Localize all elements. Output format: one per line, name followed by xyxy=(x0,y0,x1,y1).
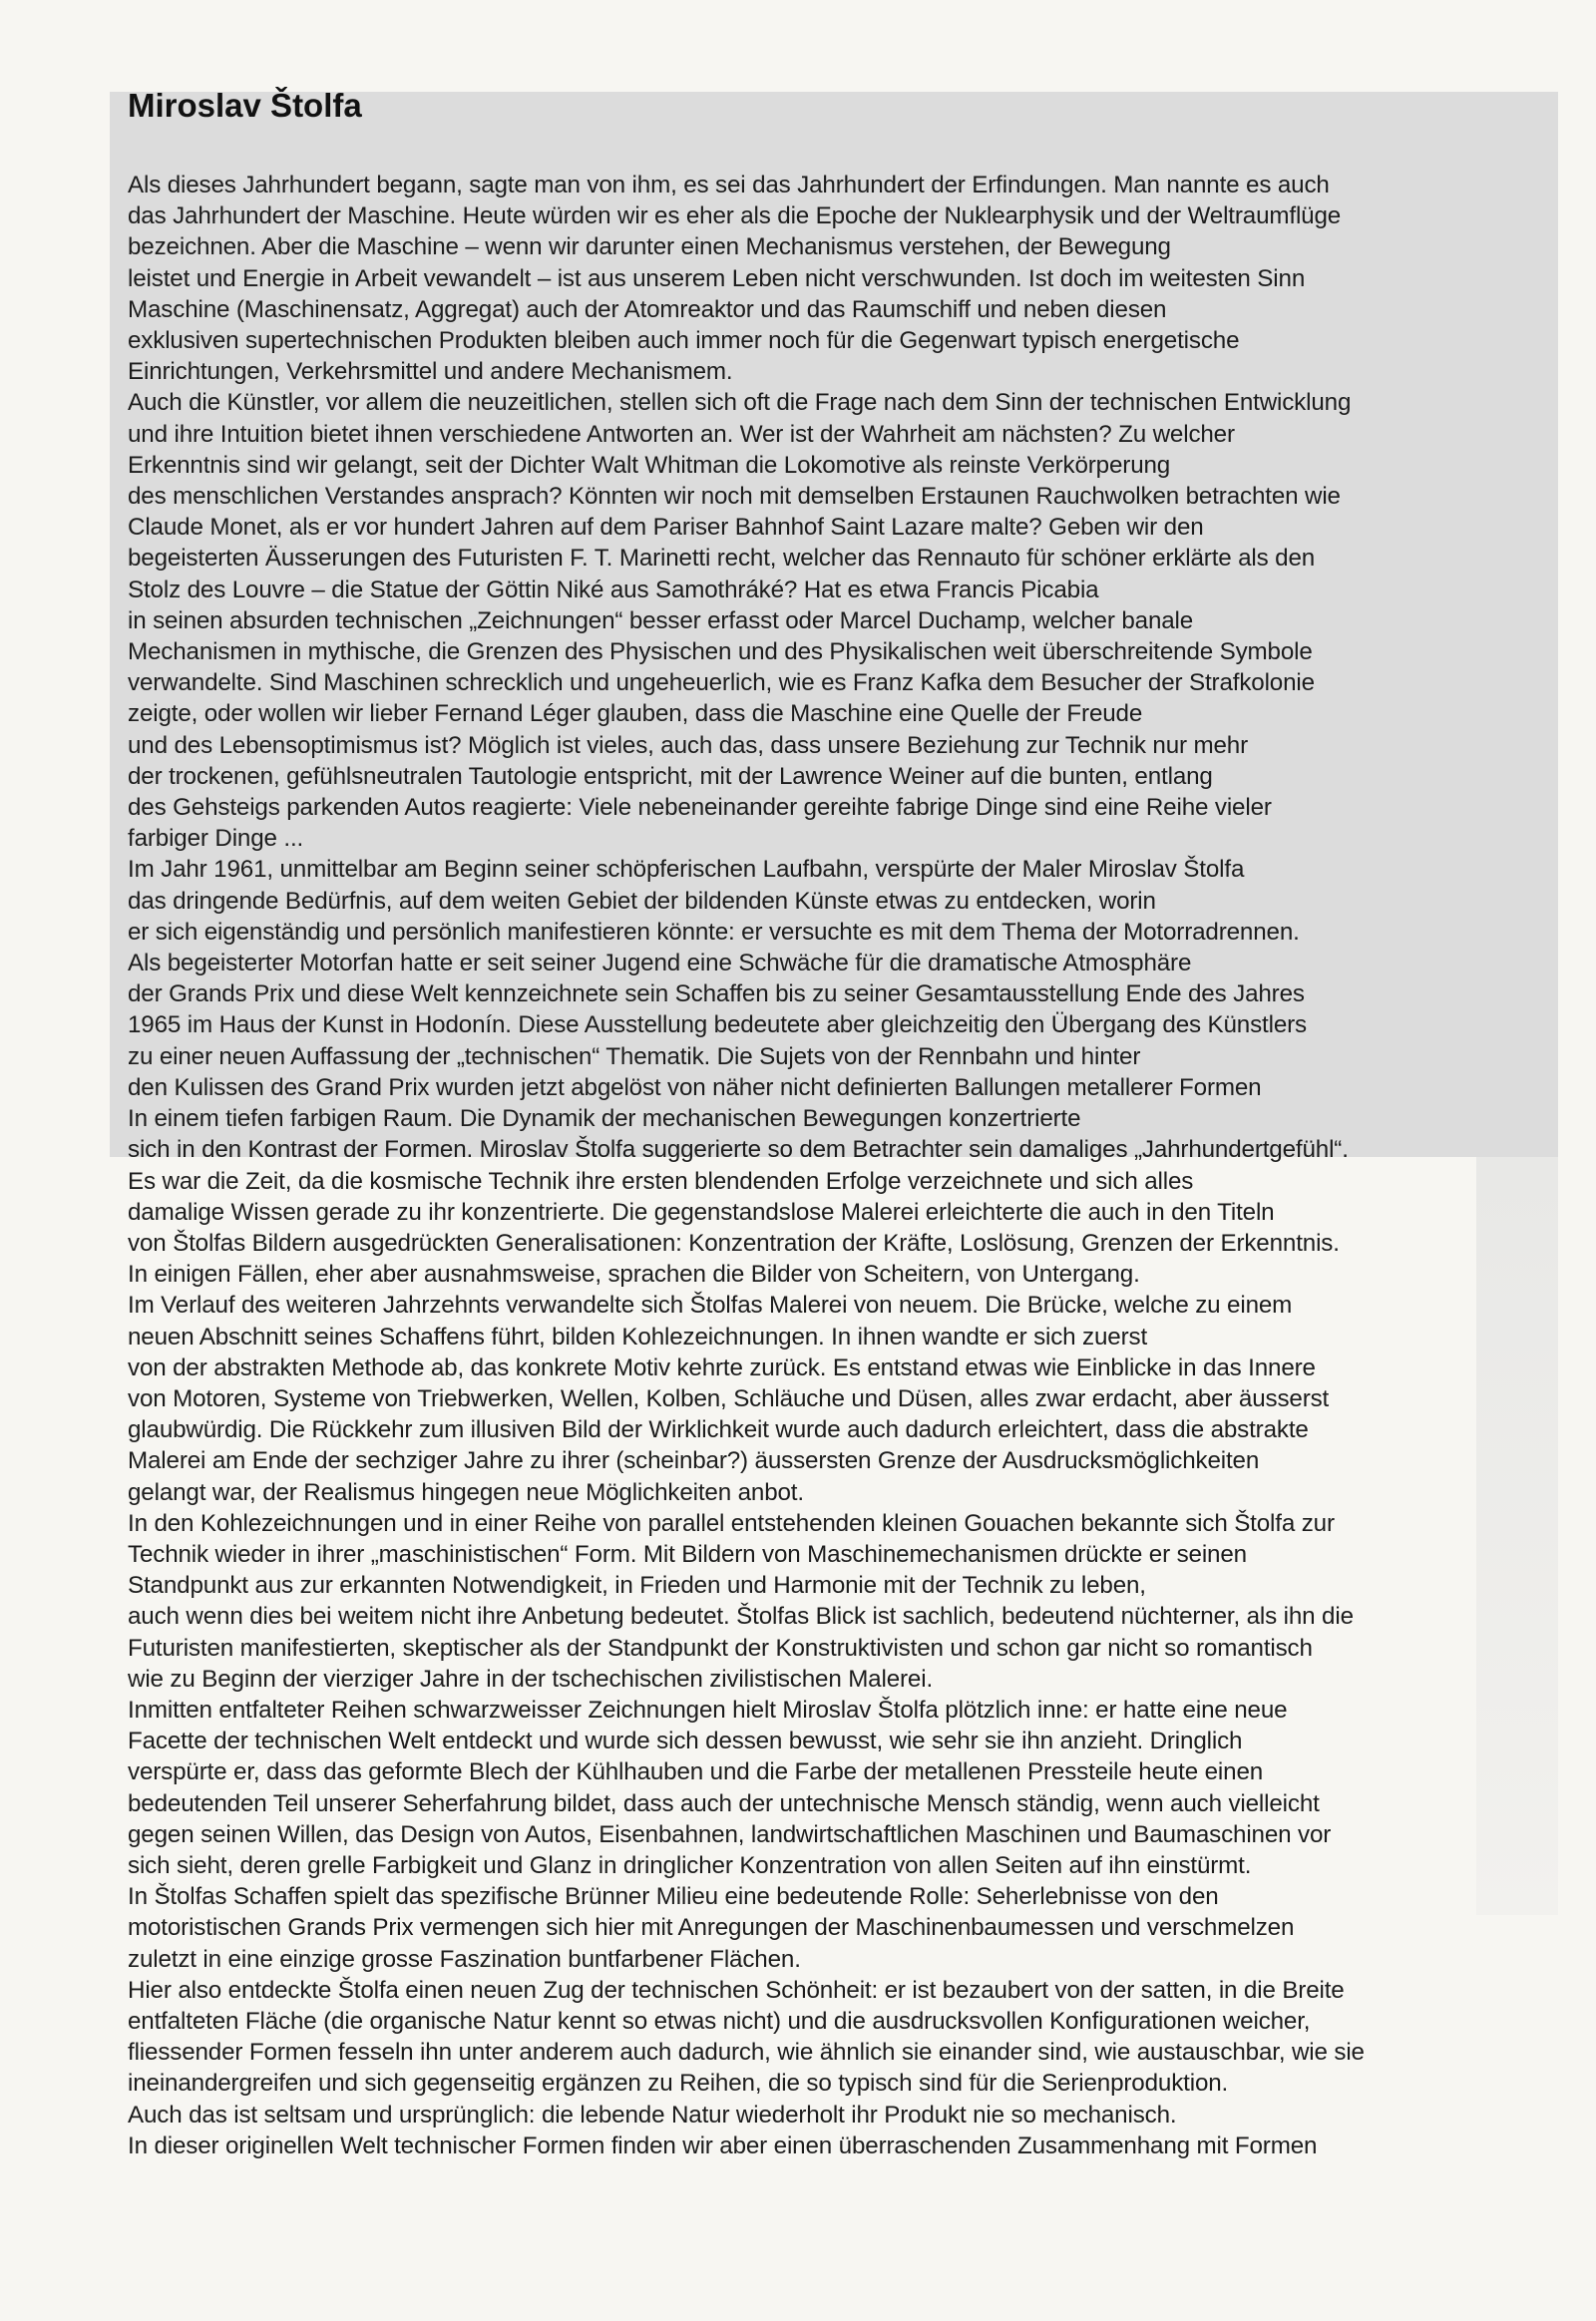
text-line: in seinen absurden technischen „Zeichnungen“ besser erfasst oder Marcel Duchamp, welcher banale xyxy=(128,606,1194,634)
text-line: Erkenntnis sind wir gelangt, seit der Dichter Walt Whitman die Lokomotive als reinste Verkörperung xyxy=(128,451,1171,479)
text-line: Claude Monet, als er vor hundert Jahren auf dem Pariser Bahnhof Saint Lazare malte? Geben wir den xyxy=(128,514,1204,542)
text-line: von Štolfas Bildern ausgedrückten Generalisationen: Konzentration der Kräfte, Loslösung, Grenzen der Erkenntnis. xyxy=(128,1229,1340,1257)
text-line: und des Lebensoptimismus ist? Möglich ist vieles, auch das, dass unsere Beziehung zur Technik nur mehr xyxy=(128,731,1249,759)
text-line: Technik wieder in ihrer „maschinistischen“ Form. Mit Bildern von Maschinemechanismen drückte er seinen xyxy=(128,1540,1247,1568)
text-line: In den Kohlezeichnungen und in einer Reihe von parallel entstehenden kleinen Gouachen bekannte sich Štolfa zur xyxy=(128,1509,1335,1537)
text-line: Futuristen manifestierten, skeptischer als der Standpunkt der Konstruktivisten und schon gar nicht so romantisch xyxy=(128,1634,1313,1662)
text-line: von Motoren, Systeme von Triebwerken, Wellen, Kolben, Schläuche und Düsen, alles zwar erdacht, aber äusserst xyxy=(128,1384,1330,1412)
text-line: Standpunkt aus zur erkannten Notwendigkeit, in Frieden und Harmonie mit der Technik zu leben, xyxy=(128,1572,1146,1600)
text-line: verspürte er, dass das geformte Blech der Kühlhauben und die Farbe der metallenen Pressteile heute einen xyxy=(128,1758,1264,1786)
text-line: das Jahrhundert der Maschine. Heute würden wir es eher als die Epoche der Nuklearphysik und der Weltraumflüge xyxy=(128,202,1342,230)
text-line: zu einer neuen Auffassung der „technischen“ Thematik. Die Sujets von der Rennbahn und hinter xyxy=(128,1042,1141,1070)
text-line: Stolz des Louvre – die Statue der Göttin Niké aus Samothráké? Hat es etwa Francis Picabia xyxy=(128,576,1099,603)
text-line: Maschine (Maschinensatz, Aggregat) auch der Atomreaktor und das Raumschiff und neben diesen xyxy=(128,295,1167,323)
text-line: des menschlichen Verstandes ansprach? Könnten wir noch mit demselben Erstaunen Rauchwolken betrachten wie xyxy=(128,483,1341,511)
text-line: farbiger Dinge ... xyxy=(128,825,304,853)
text-line: Im Jahr 1961, unmittelbar am Beginn seiner schöpferischen Laufbahn, verspürte der Maler Miroslav Štolfa xyxy=(128,856,1245,884)
text-line: Malerei am Ende der sechziger Jahre zu ihrer (scheinbar?) äussersten Grenze der Ausdrucksmöglichkeiten xyxy=(128,1447,1260,1475)
text-line: der Grands Prix und diese Welt kennzeichnete sein Schaffen bis zu seiner Gesamtausstellung Ende des Jahres xyxy=(128,980,1305,1008)
text-line: der trockenen, gefühlsneutralen Tautologie entspricht, mit der Lawrence Weiner auf die bunten, entlang xyxy=(128,762,1213,790)
text-line: Mechanismen in mythische, die Grenzen des Physischen und des Physikalischen weit überschreitende Symbole xyxy=(128,638,1313,666)
text-line: Auch die Künstler, vor allem die neuzeitlichen, stellen sich oft die Frage nach dem Sinn der technischen Entwicklung xyxy=(128,389,1352,417)
text-line: leistet und Energie in Arbeit vewandelt – ist aus unserem Leben nicht verschwunden. Ist doch im weitesten Sinn xyxy=(128,264,1306,292)
text-line: auch wenn dies bei weitem nicht ihre Anbetung bedeutet. Štolfas Blick ist sachlich, bedeutend nüchterner, als ihn die xyxy=(128,1603,1354,1631)
text-line: Als begeisterter Motorfan hatte er seit seiner Jugend eine Schwäche für die dramatische Atmosphäre xyxy=(128,950,1192,977)
text-line: Hier also entdeckte Štolfa einen neuen Zug der technischen Schönheit: er ist bezaubert von der satten, in die Breite xyxy=(128,1976,1345,2004)
text-line: von der abstrakten Methode ab, das konkrete Motiv kehrte zurück. Es entstand etwas wie Einblicke in das Innere xyxy=(128,1354,1316,1381)
text-line: sich in den Kontrast der Formen. Miroslav Štolfa suggerierte so dem Betrachter sein damaliges „Jahrhundertgefühl“. xyxy=(128,1136,1349,1164)
text-line: zeigte, oder wollen wir lieber Fernand Léger glauben, dass die Maschine eine Quelle der Freude xyxy=(128,700,1143,728)
text-line: neuen Abschnitt seines Schaffens führt, bilden Kohlezeichnungen. In ihnen wandte er sich zuerst xyxy=(128,1323,1148,1351)
text-line: und ihre Intuition bietet ihnen verschiedene Antworten an. Wer ist der Wahrheit am nächsten? Zu welcher xyxy=(128,420,1235,448)
text-line: In dieser originellen Welt technischer Formen finden wir aber einen überraschenden Zusammenhang mit Formen xyxy=(128,2131,1318,2159)
text-line: gelangt war, der Realismus hingegen neue Möglichkeiten anbot. xyxy=(128,1478,804,1506)
text-line: In einem tiefen farbigen Raum. Die Dynamik der mechanischen Bewegungen konzertrierte xyxy=(128,1105,1081,1133)
text-line: das dringende Bedürfnis, auf dem weiten Gebiet der bildenden Künste etwas zu entdecken, worin xyxy=(128,887,1156,915)
text-line: exklusiven supertechnischen Produkten bleiben auch immer noch für die Gegenwart typisch energetische xyxy=(128,327,1240,355)
article xyxy=(128,86,1496,2161)
text-line: entfalteten Fläche (die organische Natur kennt so etwas nicht) und die ausdrucksvollen Konfigurationen weicher, xyxy=(128,2007,1311,2035)
text-line: Auch das ist seltsam und ursprünglich: die lebende Natur wiederholt ihr Produkt nie so mechanisch. xyxy=(128,2101,1177,2128)
text-line: er sich eigenständig und persönlich manifestieren könnte: er versuchte es mit dem Thema der Motorradrennen. xyxy=(128,918,1300,946)
text-line: wie zu Beginn der vierziger Jahre in der tschechischen zivilistischen Malerei. xyxy=(128,1665,934,1693)
text-line: Einrichtungen, Verkehrsmittel und andere Mechanismem. xyxy=(128,358,733,386)
text-line: Als dieses Jahrhundert begann, sagte man von ihm, es sei das Jahrhundert der Erfindungen. Man nannte es auch xyxy=(128,172,1330,198)
article-title: Miroslav Štolfa xyxy=(128,87,362,124)
text-line: Im Verlauf des weiteren Jahrzehnts verwandelte sich Štolfas Malerei von neuem. Die Brücke, welche zu einem xyxy=(128,1292,1293,1320)
text-line: bezeichnen. Aber die Maschine – wenn wir darunter einen Mechanismus verstehen, der Bewegung xyxy=(128,233,1171,261)
article-body xyxy=(128,170,1496,2161)
text-line: Es war die Zeit, da die kosmische Technik ihre ersten blendenden Erfolge verzeichnete und sich alles xyxy=(128,1167,1194,1195)
text-line: sich sieht, deren grelle Farbigkeit und Glanz in dringlicher Konzentration von allen Seiten auf ihn einstürmt. xyxy=(128,1851,1252,1879)
text-line: verwandelte. Sind Maschinen schrecklich und ungeheuerlich, wie es Franz Kafka dem Besucher der Strafkolonie xyxy=(128,669,1315,697)
text-line: In einigen Fällen, eher aber ausnahmsweise, sprachen die Bilder von Scheitern, von Untergang. xyxy=(128,1261,1140,1289)
text-line: glaubwürdig. Die Rückkehr zum illusiven Bild der Wirklichkeit wurde auch dadurch erleichtert, dass die abstrakte xyxy=(128,1416,1309,1444)
text-line: damalige Wissen gerade zu ihr konzentrierte. Die gegenstandslose Malerei erleichterte die auch in den Titeln xyxy=(128,1198,1275,1226)
text-line: fliessender Formen fesseln ihn unter anderem auch dadurch, wie ähnlich sie einander sind, wie austauschbar, wie sie xyxy=(128,2039,1365,2067)
text-line: bedeutenden Teil unserer Seherfahrung bildet, dass auch der untechnische Mensch ständig, wenn auch vielleicht xyxy=(128,1789,1320,1817)
text-line: Inmitten entfalteter Reihen schwarzweisser Zeichnungen hielt Miroslav Štolfa plötzlich inne: er hatte eine neue xyxy=(128,1696,1288,1724)
text-line: den Kulissen des Grand Prix wurden jetzt abgelöst von näher nicht definierten Ballungen metallerer Formen xyxy=(128,1073,1262,1101)
text-line: des Gehsteigs parkenden Autos reagierte: Viele nebeneinander gereihte fabrige Dinge sind eine Reihe vieler xyxy=(128,794,1272,822)
text-line: Facette der technischen Welt entdeckt und wurde sich dessen bewusst, wie sehr sie ihn anzieht. Dringlich xyxy=(128,1728,1243,1755)
text-line: In Štolfas Schaffen spielt das spezifische Brünner Milieu eine bedeutende Rolle: Seherlebnisse von den xyxy=(128,1883,1219,1911)
text-line: ineinandergreifen und sich gegenseitig ergänzen zu Reihen, die so typisch sind für die Serienproduktion. xyxy=(128,2070,1229,2098)
text-line: gegen seinen Willen, das Design von Autos, Eisenbahnen, landwirtschaftlichen Maschinen und Baumaschinen vor xyxy=(128,1820,1332,1848)
text-line: 1965 im Haus der Kunst in Hodonín. Diese Ausstellung bedeutete aber gleichzeitig den Übergang des Künstlers xyxy=(128,1011,1307,1039)
text-line: motoristischen Grands Prix vermengen sich hier mit Anregungen der Maschinenbaumessen und verschmelzen xyxy=(128,1914,1295,1942)
text-line: begeisterten Äusserungen des Futuristen F. T. Marinetti recht, welcher das Rennauto für schöner erklärte als den xyxy=(128,545,1316,573)
text-line: zuletzt in eine einzige grosse Faszination buntfarbener Flächen. xyxy=(128,1945,801,1973)
